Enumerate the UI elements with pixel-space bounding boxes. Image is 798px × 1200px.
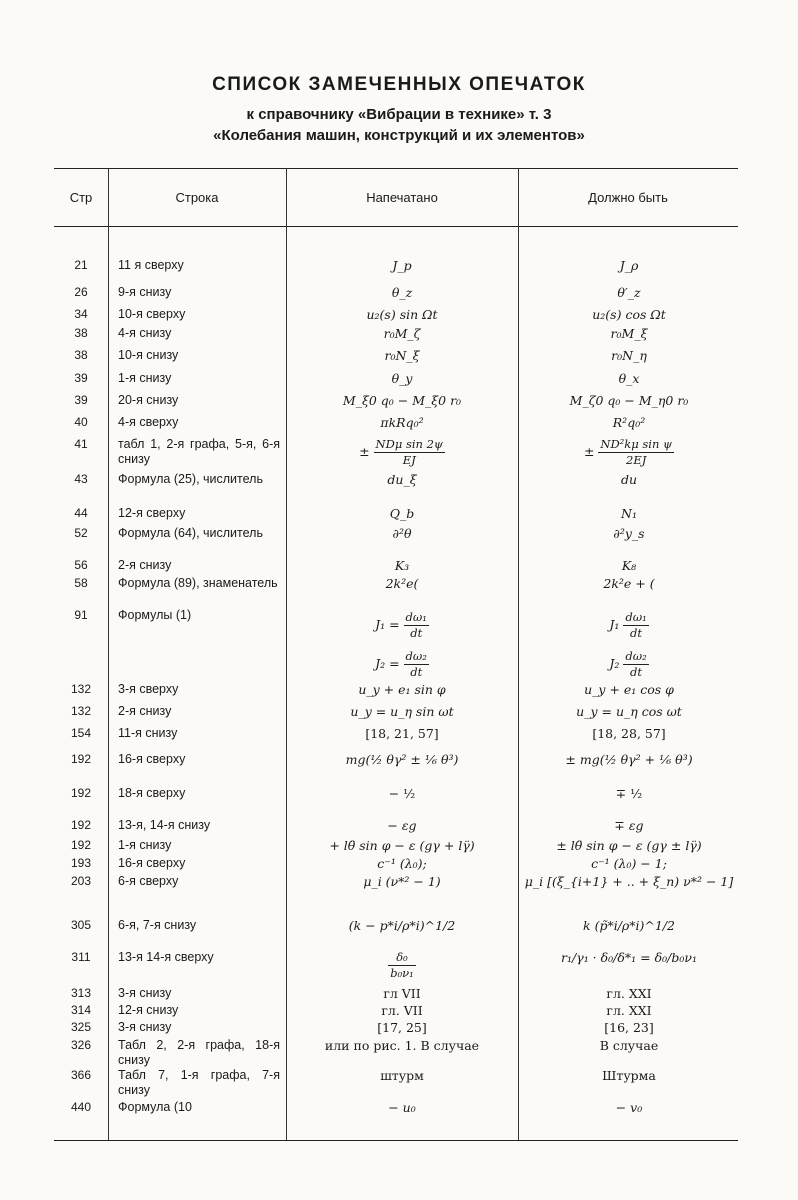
- printed-text: − ½: [388, 786, 416, 801]
- page-number: 58: [74, 576, 88, 590]
- column-header-page: Стр: [69, 189, 93, 205]
- page-number: 311: [71, 950, 91, 964]
- printed-formula-2-den: dt: [410, 665, 423, 679]
- line-ref: 12-я сверху: [118, 506, 186, 520]
- correct-text: r₀N_η: [611, 348, 647, 363]
- line-ref: 16-я сверху: [118, 856, 186, 870]
- correct-text: [522, 608, 736, 680]
- correct-text: ∓ εg: [614, 818, 644, 833]
- printed-text: du_ξ: [387, 472, 417, 487]
- printed-text: c⁻¹ (λ₀);: [377, 856, 427, 871]
- correct-text: θ′_z: [617, 285, 641, 300]
- line-ref: 6-я, 7-я снизу: [118, 918, 197, 932]
- correct-text: [18, 28, 57]: [592, 726, 666, 741]
- correct-text: M_ζ0 q₀ − M_η0 r₀: [569, 393, 689, 408]
- correct-text: ∓ ½: [615, 786, 643, 801]
- correct-numerator: ND²kμ sin ψ: [600, 437, 673, 451]
- line-ref: 2-я снизу: [118, 704, 172, 718]
- correct-text: В случае: [599, 1038, 659, 1053]
- page-number: 305: [70, 918, 92, 932]
- printed-text: (k − p*i/ρ*i)^1/2: [348, 918, 456, 933]
- line-ref: 2-я снизу: [118, 558, 172, 572]
- correct-text: ± mg(½ θγ² + ⅙ θ³): [565, 752, 693, 767]
- correct-text: 2k²e + (: [603, 576, 655, 591]
- line-ref: 20-я снизу: [118, 393, 179, 407]
- page-number: 192: [70, 752, 92, 766]
- printed-text: K₃: [394, 558, 410, 573]
- line-ref: 16-я сверху: [118, 752, 186, 766]
- page-number: 38: [74, 326, 88, 340]
- line-ref: 3-я снизу: [118, 986, 172, 1000]
- page-number: 44: [74, 506, 88, 520]
- page-number: 366: [70, 1068, 92, 1082]
- column-header-line: Строка: [175, 189, 219, 205]
- printed-formula-1-num: dω₁: [405, 610, 427, 624]
- line-ref: 9-я снизу: [118, 285, 172, 299]
- correct-text: K₈: [621, 558, 637, 573]
- correct-text: r₁/γ₁ · δ₀/δ*₁ = δ₀/b₀ν₁: [561, 950, 697, 965]
- line-ref: 3-я снизу: [118, 1020, 172, 1034]
- line-ref: 1-я снизу: [118, 371, 172, 385]
- page-number: 21: [74, 258, 88, 272]
- printed-formula-1-lhs: J₁ =: [375, 617, 400, 632]
- line-ref: 11-я снизу: [118, 726, 178, 740]
- correct-text: r₀M_ξ: [610, 326, 648, 341]
- printed-text: μ_i (ν*² − 1): [363, 874, 441, 889]
- line-ref: Табл 7, 1-я графа, 7-я снизу: [118, 1068, 280, 1097]
- printed-text: [290, 608, 514, 680]
- correct-text: du: [620, 472, 638, 487]
- printed-numerator: NDμ sin 2ψ: [375, 437, 443, 451]
- page-number: 132: [70, 682, 92, 696]
- printed-text: штурм: [380, 1068, 424, 1083]
- page-number: 203: [70, 874, 92, 888]
- correct-text: u_y = u_η cos ωt: [576, 704, 682, 719]
- printed-text: ± $\frac{\text{NDμ sin 2ψ}}{EJ}$: [359, 437, 443, 467]
- line-ref: 3-я сверху: [118, 682, 179, 696]
- correct-formula-1-lhs: J₁: [609, 617, 620, 632]
- correct-denominator: 2EJ: [626, 453, 647, 467]
- page-number: 313: [70, 986, 92, 1000]
- line-ref: 18-я сверху: [118, 786, 186, 800]
- printed-text: гл. VII: [381, 1003, 423, 1018]
- printed-denominator: b₀ν₁: [390, 966, 414, 980]
- page-number: 40: [74, 415, 88, 429]
- line-ref: 11 я сверху: [118, 258, 184, 272]
- printed-text: u₂(s) sin Ωt: [366, 307, 438, 322]
- correct-text: c⁻¹ (λ₀) − 1;: [591, 856, 667, 871]
- page-number: 41: [74, 437, 88, 451]
- line-ref: Формула (89), знаменатель: [118, 576, 278, 590]
- page-number: 192: [70, 786, 92, 800]
- page-number: 440: [70, 1100, 92, 1114]
- printed-text: θ_y: [391, 371, 413, 386]
- printed-text: [18, 21, 57]: [365, 726, 439, 741]
- line-ref: 4-я снизу: [118, 326, 172, 340]
- column-divider-2: [286, 168, 287, 1140]
- table-top-rule: [54, 168, 738, 169]
- page-number: 56: [74, 558, 88, 572]
- correct-formula-2-num: dω₂: [625, 649, 647, 663]
- line-ref: 13-я, 14-я снизу: [118, 818, 211, 832]
- printed-text: + lθ̈ sin φ − ε (gγ + lγ̈): [329, 838, 475, 853]
- correct-text: k (p̃*i/ρ*i)^1/2: [583, 918, 675, 933]
- subtitle-line-1: к справочнику «Вибрации в технике» т. 3: [246, 106, 552, 123]
- line-ref: 13-я 14-я сверху: [118, 950, 214, 964]
- printed-text: M_ξ0 q₀ − M_ξ0 r₀: [342, 393, 462, 408]
- printed-text: J_p: [392, 258, 412, 273]
- page-title: СПИСОК ЗАМЕЧЕННЫХ ОПЕЧАТОК: [212, 74, 586, 95]
- line-ref: 12-я снизу: [118, 1003, 179, 1017]
- printed-text: − εg: [387, 818, 417, 833]
- printed-text: u_y = u_η sin ωt: [350, 704, 454, 719]
- correct-formula-1-num: dω₁: [625, 610, 647, 624]
- correct-text: u_y + e₁ cos φ: [584, 682, 674, 697]
- printed-formula-2-num: dω₂: [405, 649, 427, 663]
- printed-formula-1-den: dt: [410, 626, 423, 640]
- correct-text: J_ρ: [619, 258, 639, 273]
- page-number: 314: [70, 1003, 92, 1017]
- correct-text: гл. XXI: [606, 1003, 652, 1018]
- page-number: 34: [74, 307, 88, 321]
- printed-denominator: EJ: [402, 453, 416, 467]
- page-number: 43: [74, 472, 88, 486]
- printed-text: 2k²e(: [385, 576, 419, 591]
- printed-text: θ_z: [391, 285, 413, 300]
- line-ref: 6-я сверху: [118, 874, 179, 888]
- correct-text: [16, 23]: [604, 1020, 654, 1035]
- printed-text: [290, 950, 514, 981]
- correct-text: ∂²y_s: [613, 526, 645, 541]
- line-ref: 1-я снизу: [118, 838, 172, 852]
- page-number: 154: [70, 726, 92, 740]
- column-divider-1: [108, 168, 109, 1140]
- line-ref: Формула (64), числитель: [118, 526, 263, 540]
- correct-formula-2-lhs: J₂: [609, 656, 620, 671]
- printed-text: − u₀: [388, 1100, 416, 1115]
- page-number: 52: [74, 526, 88, 540]
- correct-text: N₁: [621, 506, 637, 521]
- line-ref: 4-я сверху: [118, 415, 179, 429]
- correct-text: θ_x: [618, 371, 640, 386]
- printed-numerator: δ₀: [388, 950, 416, 966]
- page-number: 132: [70, 704, 92, 718]
- printed-text: ∂²θ: [392, 526, 412, 541]
- line-ref: Формула (10: [118, 1100, 192, 1114]
- line-ref: 10-я сверху: [118, 307, 186, 321]
- page-number: 26: [74, 285, 88, 299]
- column-divider-3: [518, 168, 519, 1140]
- printed-text: r₀N_ξ: [384, 348, 420, 363]
- correct-text: Штурма: [602, 1068, 656, 1083]
- page-number: 39: [74, 371, 88, 385]
- correct-text: u₂(s) cos Ωt: [592, 307, 666, 322]
- printed-text: Q_b: [389, 506, 415, 521]
- page-number: 91: [74, 608, 88, 622]
- correct-text: − v₀: [615, 1100, 643, 1115]
- printed-text: mg(½ θγ² ± ⅙ θ³): [345, 752, 459, 767]
- page-number: 38: [74, 348, 88, 362]
- page-number: 192: [70, 818, 92, 832]
- correct-text: ± $\frac{\text{ND²kμ sin ψ}}{2EJ}$: [583, 437, 673, 467]
- page-number: 325: [70, 1020, 92, 1034]
- printed-formula-2-lhs: J₂ =: [375, 656, 400, 671]
- page-number: 39: [74, 393, 88, 407]
- correct-text: μ_i [(ξ_{i+1} + .. + ξ_n) ν*² − 1]: [524, 874, 734, 889]
- page-number: 326: [70, 1038, 92, 1052]
- correct-text: R²q₀²: [612, 415, 646, 430]
- column-header-printed: Напечатано: [366, 189, 438, 205]
- printed-text: гл VII: [383, 986, 421, 1001]
- line-ref: Формулы (1): [118, 608, 192, 622]
- correct-formula-2-den: dt: [630, 665, 642, 679]
- line-ref: Табл 2, 2-я графа, 18-я снизу: [118, 1038, 280, 1067]
- line-ref: 10-я снизу: [118, 348, 179, 362]
- table-header-rule: [54, 226, 738, 227]
- printed-text: r₀M_ζ: [383, 326, 421, 341]
- table-bottom-rule: [54, 1140, 738, 1141]
- page-number: 192: [70, 838, 92, 852]
- line-ref: табл 1, 2-я графа, 5-я, 6-я снизу: [118, 437, 280, 466]
- correct-formula-1-den: dt: [630, 626, 642, 640]
- printed-text: [17, 25]: [377, 1020, 427, 1035]
- line-ref: Формула (25), числитель: [118, 472, 263, 486]
- printed-text: или по рис. 1. В случае: [324, 1038, 480, 1053]
- correct-text: гл. XXI: [606, 986, 652, 1001]
- printed-text: u_y + e₁ sin φ: [358, 682, 446, 697]
- column-header-correct: Должно быть: [588, 189, 668, 205]
- correct-text: ± lθ̈ sin φ − ε (gγ ± lγ̈): [556, 838, 702, 853]
- printed-text: πkRq₀²: [380, 415, 424, 430]
- page-number: 193: [70, 856, 92, 870]
- subtitle-line-2: «Колебания машин, конструкций и их элементов»: [213, 127, 585, 144]
